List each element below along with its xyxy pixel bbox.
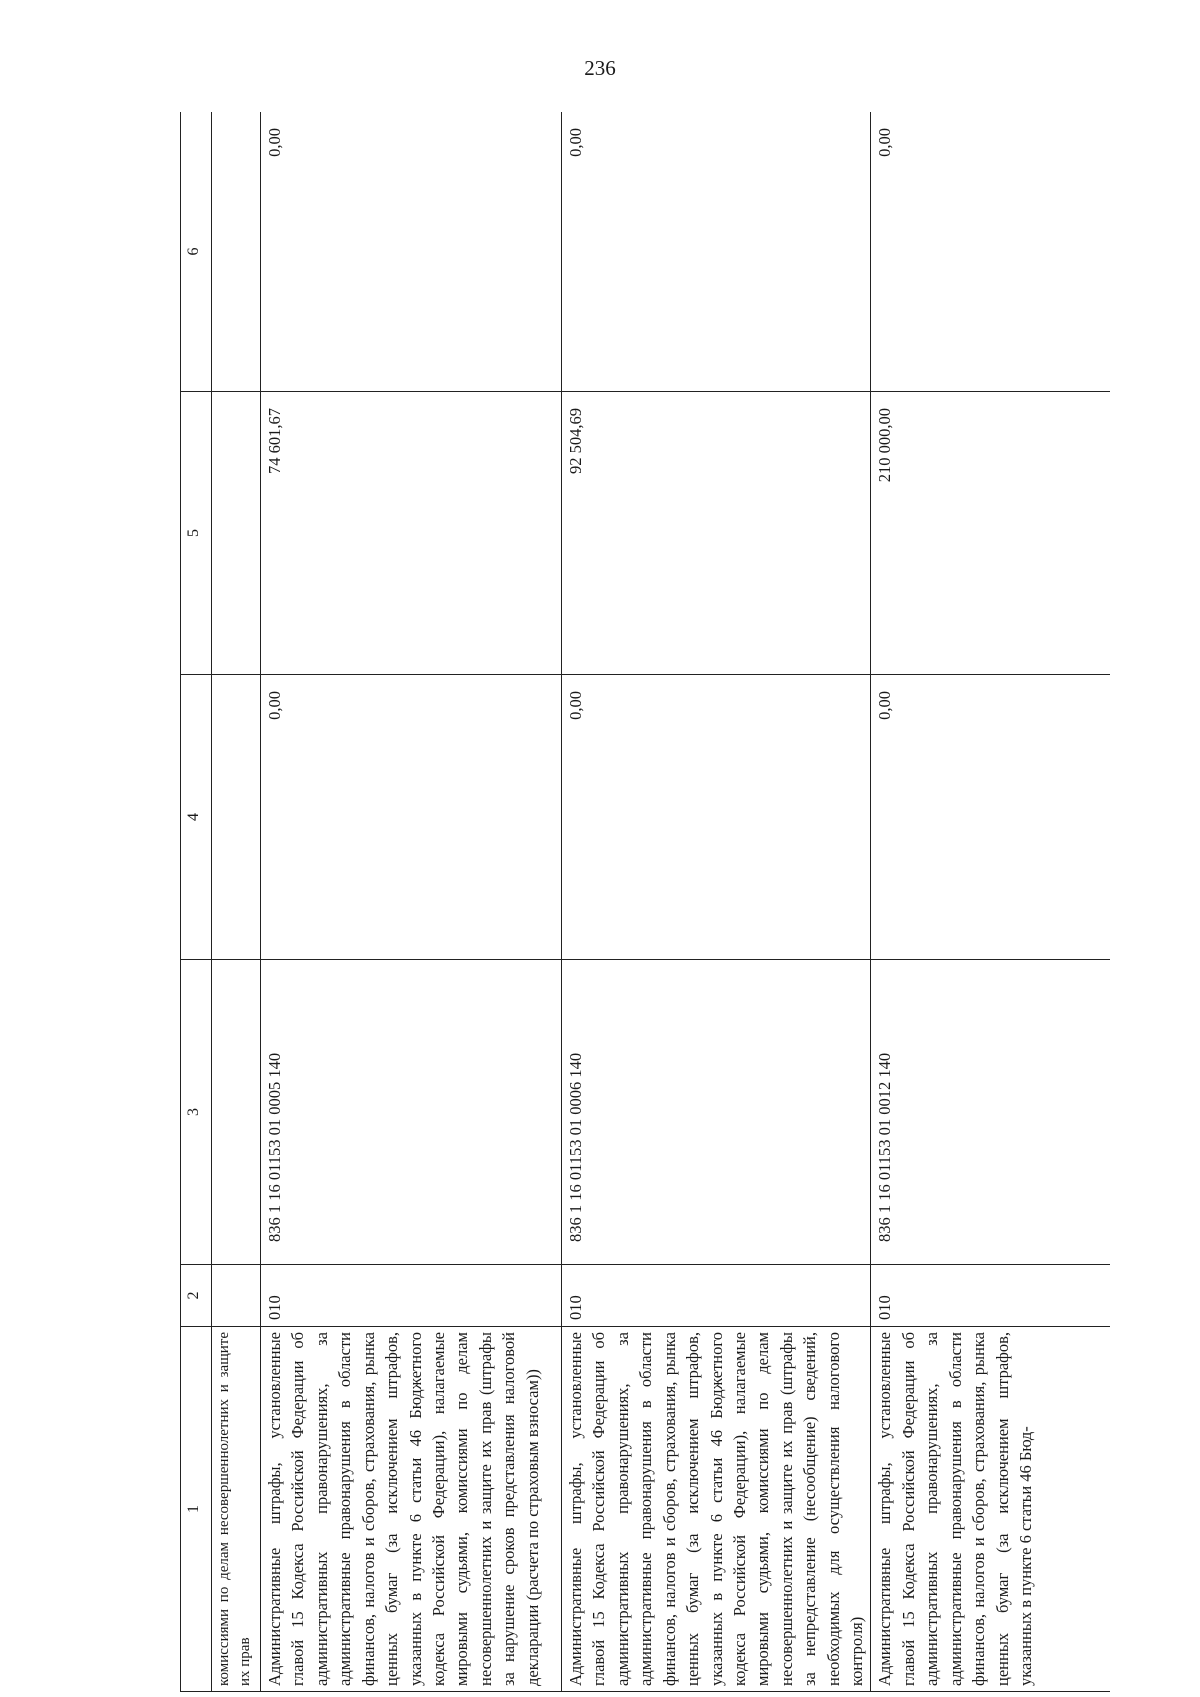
table-row xyxy=(871,112,1110,1692)
row-value-col6: 0,00 xyxy=(261,112,562,392)
row-value-col5: 210 000,00 xyxy=(871,392,1110,675)
row-description: Административные штрафы, установленные главой 15 Кодекса Российской Федерации об административных правонарушениях, за административные правонарушения в области финансов, налогов и сборов, страхования, рынка ценных бумаг (за исключением штрафов, указанных в пункте 6 статьи 46 Бюджетного кодекса Российской Федерации), налагаемые мировыми судьями, комиссиями по делам несовершеннолетних и защите их прав (штрафы за непредставление (несообщение) сведений, необходимых для осуществления налогового контроля) xyxy=(562,1327,871,1692)
row-value-col4: 0,00 xyxy=(562,675,871,960)
row-description: Административные штрафы, установленные главой 15 Кодекса Российской Федерации об административных правонарушениях, за административные правонарушения в области финансов, налогов и сборов, страхования, рынка ценных бумаг (за исключением штрафов, указанных в пункте 6 статьи 46 Бюд- xyxy=(871,1327,1110,1692)
row-budget-code: 836 1 16 01153 01 0005 140 xyxy=(261,960,562,1265)
row-value-col4: 0,00 xyxy=(871,675,1110,960)
table-row xyxy=(261,112,562,1692)
empty-cell xyxy=(212,392,261,675)
header-col-4: 4 xyxy=(181,675,212,960)
row-line-code: 010 xyxy=(562,1265,871,1327)
row-value-col5: 92 504,69 xyxy=(562,392,871,675)
header-col-2: 2 xyxy=(181,1265,212,1327)
row-description: Административные штрафы, установленные главой 15 Кодекса Российской Федерации об административных правонарушениях, за административные правонарушения в области финансов, налогов и сборов, страхования, рынка ценных бумаг (за исключением штрафов, указанных в пункте 6 статьи 46 Бюджетного кодекса Российской Федерации), налагаемые мировыми судьями, комиссиями по делам несовершеннолетних и защите их прав (штрафы за нарушение сроков представления налоговой декларации (расчета по страховым взносам)) xyxy=(261,1327,562,1692)
empty-cell xyxy=(212,112,261,392)
table-header-row xyxy=(181,112,212,1692)
budget-table xyxy=(180,112,1110,1692)
header-col-5: 5 xyxy=(181,392,212,675)
page-number: 236 xyxy=(584,56,616,80)
row-value-col5: 74 601,67 xyxy=(261,392,562,675)
row-value-col6: 0,00 xyxy=(562,112,871,392)
header-col-3: 3 xyxy=(181,960,212,1265)
continuation-row xyxy=(212,112,261,1692)
continuation-text: комиссиями по делам несовершеннолетних и защите их прав xyxy=(212,1327,261,1692)
header-col-6: 6 xyxy=(181,112,212,392)
row-value-col4: 0,00 xyxy=(261,675,562,960)
rotated-table-viewport xyxy=(180,112,1110,1692)
row-line-code: 010 xyxy=(871,1265,1110,1327)
empty-cell xyxy=(212,960,261,1265)
empty-cell xyxy=(212,1265,261,1327)
empty-cell xyxy=(212,675,261,960)
rotated-table xyxy=(180,112,1110,1692)
row-budget-code: 836 1 16 01153 01 0012 140 xyxy=(871,960,1110,1265)
row-budget-code: 836 1 16 01153 01 0006 140 xyxy=(562,960,871,1265)
header-col-1: 1 xyxy=(181,1327,212,1692)
row-value-col6: 0,00 xyxy=(871,112,1110,392)
table-row xyxy=(562,112,871,1692)
row-line-code: 010 xyxy=(261,1265,562,1327)
